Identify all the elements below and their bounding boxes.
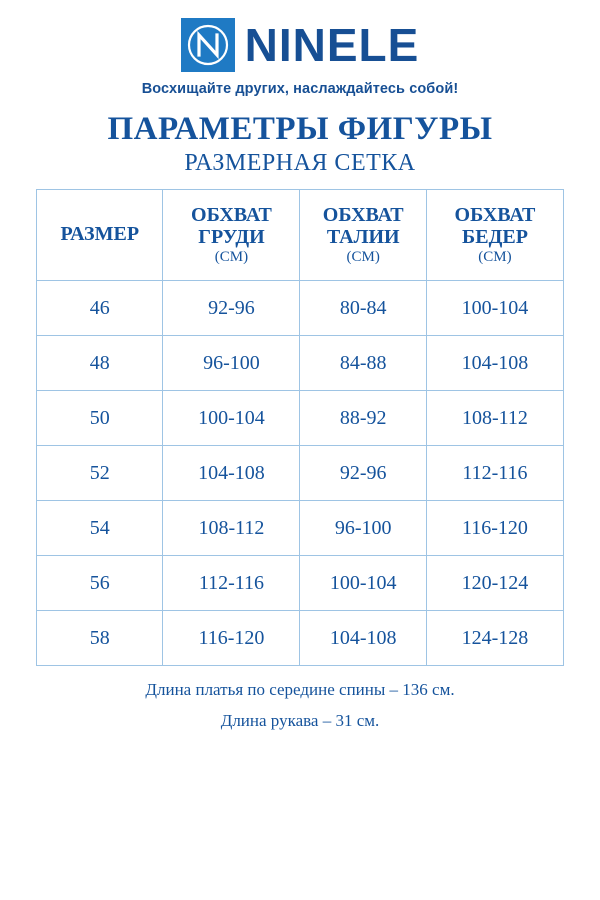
cell-size: 50 [37,391,163,446]
cell-bust: 92-96 [163,281,300,336]
cell-hips: 124-128 [426,611,563,666]
column-header-hips [426,190,563,281]
cell-bust: 116-120 [163,611,300,666]
cell-bust: 104-108 [163,446,300,501]
cell-size: 46 [37,281,163,336]
note-sleeve-length: Длина рукава – 31 см. [220,711,380,730]
column-header-hips-unit: (СМ) [478,249,512,266]
column-header-bust-unit: (СМ) [214,249,249,266]
cell-waist: 88-92 [300,391,426,446]
page-title: ПАРАМЕТРЫ ФИГУРЫ [107,111,493,147]
logo-row [0,18,600,72]
cell-waist: 100-104 [300,556,426,611]
size-table [36,189,564,666]
table-row [37,336,564,391]
table-header-row [37,190,564,281]
page-subtitle: РАЗМЕРНАЯ СЕТКА [184,150,416,176]
cell-hips: 116-120 [426,501,563,556]
size-table-head [37,190,564,281]
cell-waist: 84-88 [300,336,426,391]
brand-tagline: Восхищайте других, наслаждайтесь собой! [141,81,459,97]
cell-bust: 100-104 [163,391,300,446]
cell-bust: 96-100 [163,336,300,391]
cell-bust: 108-112 [163,501,300,556]
size-table-body [37,281,564,666]
cell-size: 58 [37,611,163,666]
cell-waist: 92-96 [300,446,426,501]
cell-hips: 104-108 [426,336,563,391]
note-dress-length: Длина платья по середине спины – 136 см. [145,680,455,699]
column-header-size [37,190,163,281]
cell-hips: 120-124 [426,556,563,611]
table-row [37,611,564,666]
cell-waist: 96-100 [300,501,426,556]
table-row [37,281,564,336]
cell-hips: 108-112 [426,391,563,446]
size-table-container [36,189,564,666]
column-header-waist-unit: (СМ) [346,249,380,266]
table-row [37,501,564,556]
table-row [37,391,564,446]
cell-hips: 112-116 [426,446,563,501]
column-header-bust-label: ОБХВАТ ГРУДИ [191,203,272,249]
column-header-bust [163,190,300,281]
column-header-hips-label: ОБХВАТ БЕДЕР [454,203,536,249]
ninele-monogram-icon [181,18,235,72]
cell-hips: 100-104 [426,281,563,336]
column-header-waist [300,190,426,281]
column-header-waist-label: ОБХВАТ ТАЛИИ [322,203,404,249]
cell-size: 56 [37,556,163,611]
cell-size: 52 [37,446,163,501]
column-header-size-label: РАЗМЕР [60,223,140,246]
table-row [37,556,564,611]
cell-waist: 104-108 [300,611,426,666]
cell-size: 54 [37,501,163,556]
measurement-notes [0,680,600,731]
brand-name: NINELE [244,19,420,71]
brand-header [0,0,600,97]
cell-bust: 112-116 [163,556,300,611]
cell-waist: 80-84 [300,281,426,336]
table-row [37,446,564,501]
cell-size: 48 [37,336,163,391]
